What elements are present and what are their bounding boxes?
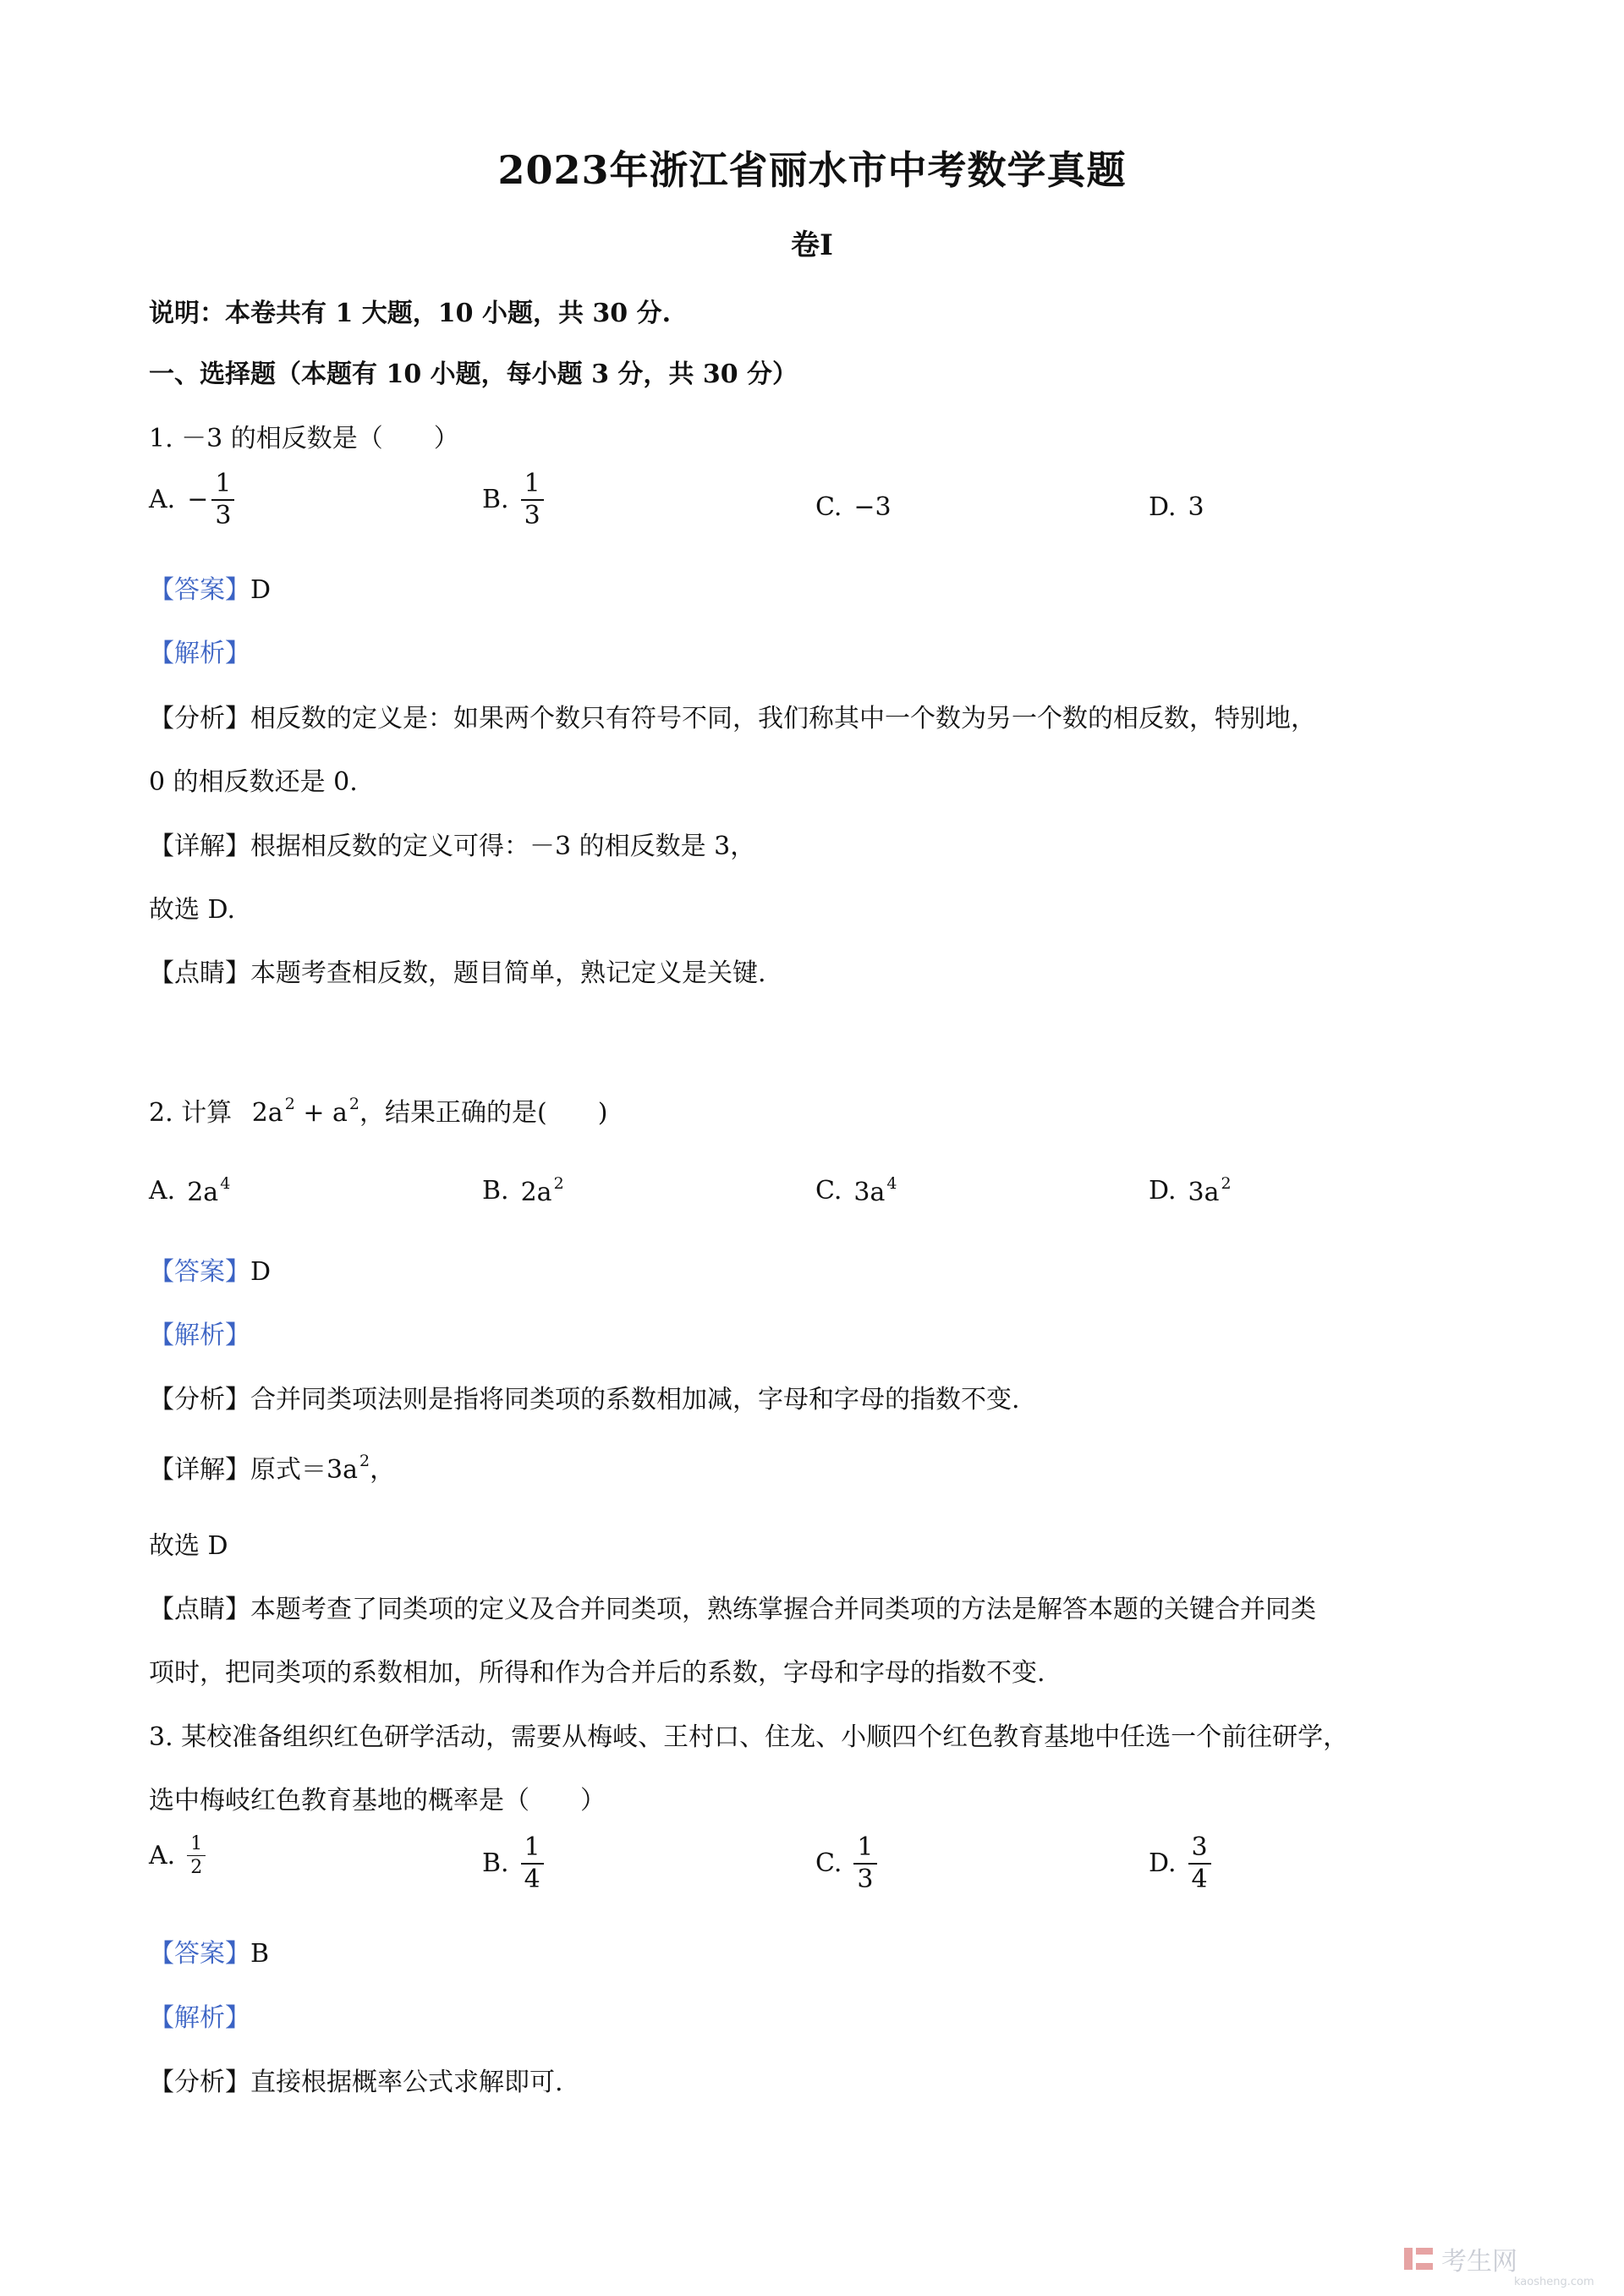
xiangjie-text: 根据相反数的定义可得：－3 的相反数是 3，: [250, 832, 756, 861]
q1-dianjing: [149, 952, 766, 989]
question-1-stem: 1. －3 的相反数是（ ）: [149, 424, 459, 453]
q1-analysis-label: 【解析】: [149, 639, 250, 668]
exponent: 2: [348, 1095, 359, 1113]
site-logo-icon: [1404, 2244, 1433, 2273]
xiangjie-label: 【详解】: [149, 1455, 250, 1485]
answer-value: D: [250, 1257, 272, 1287]
denominator: 3: [857, 1864, 874, 1894]
option-label: A.: [149, 485, 176, 514]
fenxi-text: 直接根据概率公式求解即可.: [250, 2068, 563, 2097]
dianjing-label: 【点睛】: [149, 958, 250, 988]
minus-sign: −: [187, 485, 209, 514]
exponent: 2: [359, 1452, 370, 1470]
term: 2a: [251, 1098, 283, 1128]
fraction: [521, 1834, 544, 1892]
question-3-stem-cont: 选中梅岐红色教育基地的概率是（ ）: [149, 1786, 606, 1815]
q1-option-d: [1149, 492, 1204, 522]
numerator: 3: [1188, 1834, 1211, 1865]
base: 2a: [187, 1178, 219, 1207]
option-value: [187, 1174, 230, 1207]
q2-conclusion: 故选 D: [149, 1531, 228, 1561]
instruction-text: 说明：本卷共有 1 大题，10 小题，共 30 分.: [149, 299, 672, 328]
q3-option-d: [1149, 1834, 1211, 1892]
option-value: −3: [853, 492, 892, 522]
denominator: 4: [524, 1864, 540, 1894]
q2-option-a: [149, 1174, 230, 1207]
q1-conclusion: 故选 D.: [149, 895, 236, 925]
option-label: D.: [1149, 492, 1177, 522]
page-title: 2023年浙江省丽水市中考数学真题: [497, 147, 1127, 193]
exponent: 2: [1221, 1174, 1232, 1193]
dianjing-label: 【点睛】: [149, 1595, 250, 1624]
numerator: 1: [853, 1834, 876, 1865]
fraction: [187, 1834, 206, 1877]
numerator: 1: [521, 470, 544, 501]
option-label: D.: [1149, 1176, 1177, 1206]
fenxi-text: 合并同类项法则是指将同类项的系数相加减，字母和字母的指数不变.: [250, 1385, 1020, 1414]
answer-label: 【答案】: [149, 1939, 250, 1969]
fraction: [853, 1834, 876, 1892]
option-label: A.: [149, 1176, 176, 1206]
denominator: 4: [1191, 1864, 1208, 1894]
option-label: A.: [149, 1841, 176, 1871]
watermark-subtext: kaosheng.com: [1514, 2276, 1594, 2288]
option-value: [521, 1174, 564, 1207]
answer-value: B: [250, 1939, 270, 1969]
numerator: 1: [521, 1834, 544, 1865]
q3-analysis-label: 【解析】: [149, 2003, 250, 2033]
q2-dianjing: [149, 1588, 1316, 1625]
paper-section-title: 卷Ⅰ: [791, 228, 833, 262]
option-label: D.: [1149, 1848, 1177, 1878]
option-value: [853, 1174, 897, 1207]
xiangjie-label: 【详解】: [149, 832, 250, 861]
option-label: C.: [815, 492, 842, 522]
option-label: C.: [815, 1176, 842, 1206]
q2-dianjing-cont: 项时，把同类项的系数相加，所得和作为合并后的系数，字母和字母的指数不变.: [149, 1658, 1045, 1688]
fenxi-label: 【分析】: [149, 1385, 250, 1414]
dianjing-text: 本题考查了同类项的定义及合并同类项，熟练掌握合并同类项的方法是解答本题的关键合并同类: [250, 1595, 1316, 1624]
exponent: 4: [220, 1174, 231, 1193]
fraction: [521, 470, 544, 529]
term: + a: [303, 1098, 348, 1128]
q2-option-c: [815, 1174, 897, 1207]
q3-option-b: [482, 1834, 544, 1892]
q2-answer: [149, 1250, 271, 1288]
stem-suffix: ，结果正确的是( ): [359, 1098, 608, 1128]
question-2-stem: [149, 1091, 607, 1129]
fenxi-label: 【分析】: [149, 2068, 250, 2097]
base: 2a: [520, 1178, 552, 1207]
numerator: 1: [211, 470, 234, 501]
q1-fenxi: [149, 697, 1316, 734]
answer-label: 【答案】: [149, 1257, 250, 1287]
denominator: 3: [215, 500, 232, 530]
option-label: B.: [482, 1176, 509, 1206]
exponent: 2: [553, 1174, 564, 1193]
base: 3a: [853, 1178, 886, 1207]
punctuation: ，: [370, 1455, 396, 1485]
watermark-text: 考生网: [1441, 2247, 1517, 2277]
section-heading: 一、选择题（本题有 10 小题，每小题 3 分，共 30 分）: [149, 360, 798, 389]
xiangjie-text: 原式＝3a: [250, 1455, 358, 1485]
fenxi-label: 【分析】: [149, 704, 250, 733]
fraction: [211, 470, 234, 529]
answer-value: D: [250, 575, 272, 605]
q3-fenxi: [149, 2061, 563, 2098]
dianjing-text: 本题考查相反数，题目简单，熟记定义是关键.: [250, 958, 766, 988]
q1-option-c: [815, 492, 892, 522]
numerator: 1: [187, 1834, 206, 1856]
option-label: B.: [482, 485, 509, 514]
q2-fenxi: [149, 1378, 1020, 1415]
fraction: [1188, 1834, 1211, 1892]
q3-answer: [149, 1932, 269, 1969]
q1-answer: [149, 569, 271, 606]
q1-xiangjie: [149, 825, 755, 862]
option-label: C.: [815, 1848, 842, 1878]
question-3-stem: 3. 某校准备组织红色研学活动，需要从梅岐、王村口、住龙、小顺四个红色教育基地中任选一个前往研学，: [149, 1722, 1349, 1752]
q1-fenxi-cont: 0 的相反数还是 0.: [149, 767, 358, 797]
q1-option-a: [149, 470, 234, 529]
q2-xiangjie: [149, 1448, 395, 1486]
stem-prefix: 2. 计算: [149, 1098, 233, 1128]
q3-option-a: [149, 1834, 206, 1877]
denominator: 2: [190, 1857, 203, 1879]
option-label: B.: [482, 1848, 509, 1878]
q3-option-c: [815, 1834, 877, 1892]
q1-option-b: [482, 470, 544, 529]
site-watermark: [1404, 2240, 1517, 2277]
answer-label: 【答案】: [149, 575, 250, 605]
expression: [251, 1095, 359, 1128]
exponent: 2: [284, 1095, 295, 1113]
exponent: 4: [886, 1174, 897, 1193]
fenxi-text: 相反数的定义是：如果两个数只有符号不同，我们称其中一个数为另一个数的相反数，特别地，: [250, 704, 1316, 733]
option-value: [1188, 1174, 1232, 1207]
q2-option-d: [1149, 1174, 1232, 1207]
denominator: 3: [524, 500, 540, 530]
q2-option-b: [482, 1174, 564, 1207]
base: 3a: [1188, 1178, 1220, 1207]
q2-analysis-label: 【解析】: [149, 1321, 250, 1350]
option-value: 3: [1188, 492, 1204, 522]
